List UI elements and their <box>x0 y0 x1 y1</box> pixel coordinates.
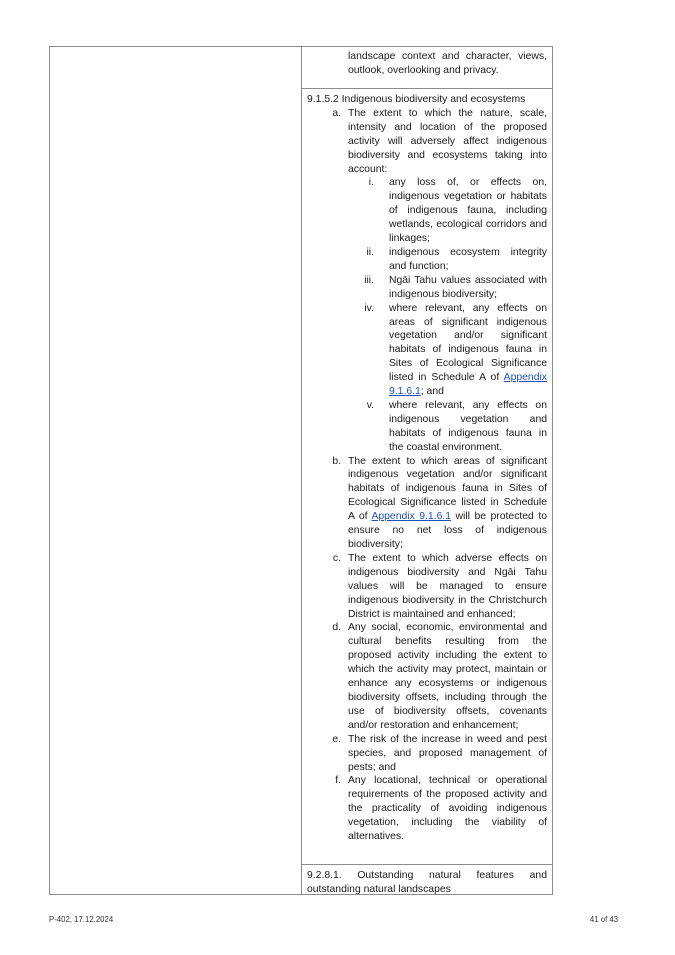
sublist-item-ii <box>307 246 547 274</box>
list-marker: a. <box>332 107 341 119</box>
list-item-a <box>307 107 547 177</box>
continued-text: landscape context and character, views, outlook, overlooking and privacy. <box>348 51 547 76</box>
list-marker: d. <box>332 622 341 634</box>
sublist-marker: iii. <box>364 274 374 286</box>
sublist-item-text: Ngāi Tahu values associated with indigenous biodiversity; <box>389 274 547 300</box>
list-item-text: The risk of the increase in weed and pest species, and proposed management of pests; and <box>348 733 547 773</box>
sublist-item-iii <box>307 274 547 302</box>
table-cell-continued <box>307 50 547 78</box>
list-text-after: will be protected to ensure no net loss of indigenous biodiversity; <box>348 511 547 550</box>
list-item-e <box>307 733 547 775</box>
sublist-marker: iv. <box>364 302 374 314</box>
list-marker: f. <box>335 775 341 787</box>
table-cell-biodiversity <box>307 93 547 844</box>
table-row-divider <box>301 88 553 89</box>
sublist-text-before: where relevant, any effects on areas of significant indigenous vegetation and/or significant habitats of indigenous fauna in Sites of Ecological Significance listed in Schedule A of <box>389 302 547 384</box>
list-item-d <box>307 621 547 732</box>
appendix-link[interactable]: Appendix 9.1.6.1 <box>389 372 547 398</box>
footer-document-ref: P-402, 17.12.2024 <box>49 915 114 924</box>
list-text-before: The extent to which areas of significant indigenous vegetation and/or significant habitats of indigenous fauna in Sites of Ecological Significance listed in Schedule A of <box>348 455 547 523</box>
list-item-text: The extent to which the nature, scale, intensity and location of the proposed activity will adversely affect indigenous biodiversity and ecosystems taking into account: <box>348 107 547 175</box>
list-item-text: Any social, economic, environmental and cultural benefits resulting from the proposed activity including the extent to which the activity may protect, maintain or enhance any ecosystems or indigenous biodiversity offsets, including through the use of biodiversity offsets, covenants and/or restoration and enhancement; <box>348 622 547 731</box>
sublist-item-text <box>389 302 547 399</box>
list-item-text <box>348 455 547 552</box>
list-item-c <box>307 552 547 622</box>
sublist-marker: v. <box>366 399 374 411</box>
sublist-marker: ii. <box>366 246 374 258</box>
table-row-divider <box>301 864 553 865</box>
list-marker: e. <box>332 733 341 745</box>
appendix-link[interactable]: Appendix 9.1.6.1 <box>371 511 452 523</box>
sublist-item-text: indigenous ecosystem integrity and function; <box>389 246 547 272</box>
sublist-item-text: where relevant, any effects on indigenous vegetation and habitats of indigenous fauna in the coastal environment. <box>389 399 547 453</box>
list-marker: c. <box>332 552 341 564</box>
list-marker: b. <box>332 455 341 467</box>
section-heading: 9.2.8.1. Outstanding natural features and outstanding natural landscapes <box>307 870 547 895</box>
sublist-item-text: any loss of, or effects on, indigenous vegetation or habitats of indigenous fauna, including wetlands, ecological corridors and linkages; <box>389 177 547 245</box>
sublist-text-after: ; and <box>420 386 444 398</box>
list-item-text: Any locational, technical or operational requirements of the proposed activity and the practicality of avoiding indigenous vegetation, including the viability of alternatives. <box>348 775 547 843</box>
sublist-item-i <box>307 176 547 246</box>
sublist-marker: i. <box>368 177 374 189</box>
section-heading: 9.1.5.2 Indigenous biodiversity and ecosystems <box>307 94 526 105</box>
list-item-f <box>307 774 547 844</box>
table-cell-outstanding-landscapes <box>307 869 547 897</box>
table-column-divider <box>301 46 302 895</box>
sublist-item-iv <box>307 302 547 399</box>
list-item-text: The extent to which adverse effects on indigenous biodiversity and Ngāi Tahu values will be managed to ensure indigenous biodiversity in the Christchurch District is maintained and enhanced; <box>348 552 547 620</box>
footer-page-number: 41 of 43 <box>589 915 619 924</box>
list-item-b <box>307 455 547 552</box>
sublist-item-v <box>307 399 547 455</box>
